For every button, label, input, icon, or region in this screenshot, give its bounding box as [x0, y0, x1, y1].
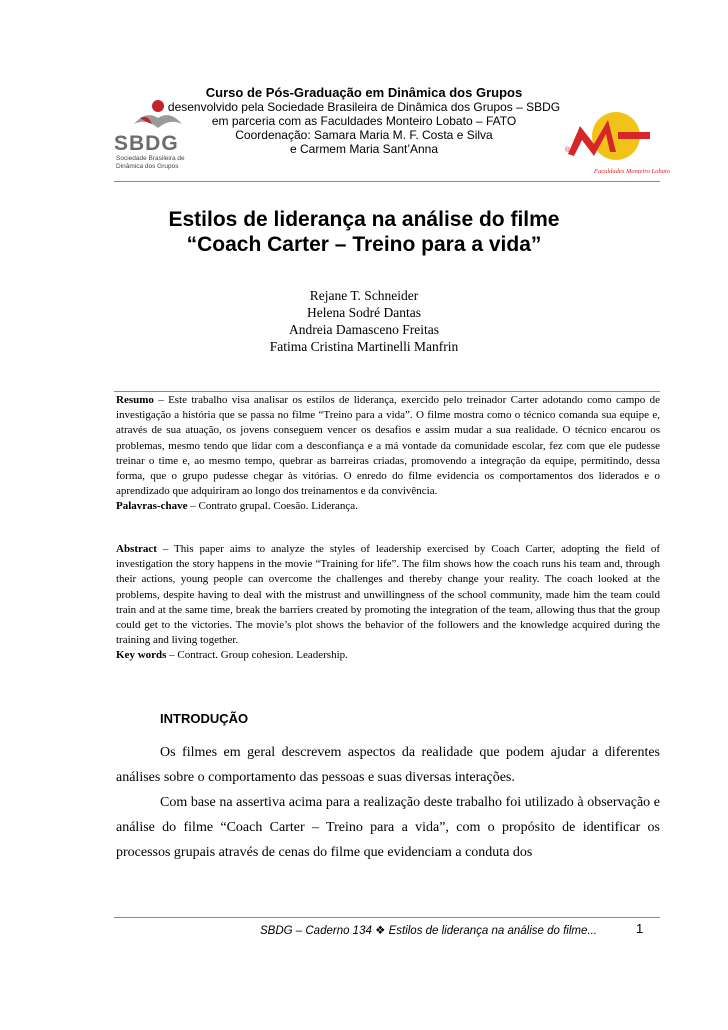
header-line-partnership: em parceria com as Faculdades Monteiro Lobato – FATO: [211, 114, 517, 128]
author-list: [0, 287, 728, 355]
sbdg-logo-subtitle: [116, 155, 185, 171]
introduction-heading: INTRODUÇÃO: [160, 711, 249, 726]
document-title: [0, 207, 728, 257]
abstract-keywords-label: Key words: [116, 649, 167, 662]
abstract-label: Abstract: [116, 543, 157, 555]
fato-logo-caption: Faculdades Monteiro Lobato: [594, 168, 670, 175]
introduction-paragraph-1: Os filmes em geral descrevem aspectos da realidade que podem ajudar a diferentes análises sobre o comportamento das pessoas e suas diversas interações.: [116, 745, 660, 785]
abstract-section: [116, 542, 660, 664]
header-line-developer: desenvolvido pela Sociedade Brasileira de Dinâmica dos Grupos – SBDG: [167, 100, 561, 114]
title-line-1: Estilos de liderança na análise do filme: [168, 208, 560, 231]
sbdg-logo-subtitle-line: Dinâmica dos Grupos: [116, 163, 179, 170]
abstract-paragraph: [116, 542, 660, 648]
author-name: Helena Sodré Dantas: [307, 305, 421, 320]
introduction-body: [116, 740, 660, 865]
sbdg-logo-subtitle-line: Sociedade Brasileira de: [116, 155, 185, 162]
fato-logo-registered: ®: [565, 147, 571, 154]
resumo-keywords-text: – Contrato grupal. Coesão. Liderança.: [187, 500, 358, 513]
introduction-paragraph-2: Com base na assertiva acima para a realização deste trabalho foi utilizado à observação e análise do filme “Coach Carter – Treino para a vida”, com o propósito de identificar os processos grupais através de cenas do filme que evidenciam a conduta dos: [116, 795, 660, 860]
title-line-2: “Coach Carter – Treino para a vida”: [186, 233, 542, 256]
header-line-course: Curso de Pós-Graduação em Dinâmica dos Grupos: [205, 85, 523, 100]
footer-divider: [114, 917, 660, 918]
fato-logo-bar: [618, 132, 650, 139]
header-divider: [114, 181, 660, 182]
author-name: Rejane T. Schneider: [309, 288, 419, 303]
resumo-keywords-label: Palavras-chave: [116, 500, 188, 513]
footer-running-title: SBDG – Caderno 134 ❖ Estilos de liderança na análise do filme...: [260, 925, 597, 937]
resumo-label: Resumo: [116, 394, 154, 406]
header-line-coordination: Coordenação: Samara Maria M. F. Costa e Silva: [235, 128, 493, 142]
resumo-keywords: [116, 499, 660, 514]
abstract-keywords: [116, 648, 660, 663]
fato-logo-icon: [560, 104, 670, 176]
resumo-section: [116, 393, 660, 515]
abstract-keywords-text: – Contract. Group cohesion. Leadership.: [166, 649, 348, 662]
abstract-divider: [114, 391, 660, 392]
resumo-text: – Este trabalho visa analisar os estilos de liderança, exercido pelo treinador Carter adotando como campo de investigação a história que se passa no filme “Treino para a vida”. O filme mostra como o técnico comanda sua equipe e, através de sua atuação, os jovens conseguem vencer os desafios e assim mudar a sua realidade. O técnico encarou os problemas, mesmo tendo que lidar com a desconfiança e a má vontade da comunidade escolar, fez com que ele pudesse treinar o time e, ao mesmo tempo, quebrar as barreiras criadas, promovendo a integração da equipe, permitindo, dessa forma, que o grupo pudesse chegar às vitórias. O enredo do filme evidencia os comportamentos dos liderados e o aprendizado que adquiriram ao longo dos treinamentos e da convivência.: [116, 394, 660, 498]
header-line-coordination-2: e Carmem Maria Sant’Anna: [289, 142, 439, 156]
author-name: Fatima Cristina Martinelli Manfrin: [269, 339, 459, 354]
resumo-paragraph: [116, 393, 660, 499]
sbdg-logo-text: SBDG: [114, 132, 179, 155]
page-number: 1: [636, 921, 644, 936]
abstract-text: – This paper aims to analyze the styles of leadership exercised by Coach Carter, adopting the field of investigation the story happens in the movie “Training for life”. The film shows how the coach runs his team and, through their actions, young people can overcome the challenges and thereby change your reality. The coach looked at the problems, despite having to deal with the mistrust and unwillingness of the school community, made him the team could train and at the same time, break the barriers created by promoting the integration of the team, allowing thus that the group could get to the victories. The movie’s plot shows the behavior of the followers and the knowledge acquired during the training and living together.: [116, 543, 660, 647]
author-name: Andreia Damasceno Freitas: [289, 322, 439, 337]
